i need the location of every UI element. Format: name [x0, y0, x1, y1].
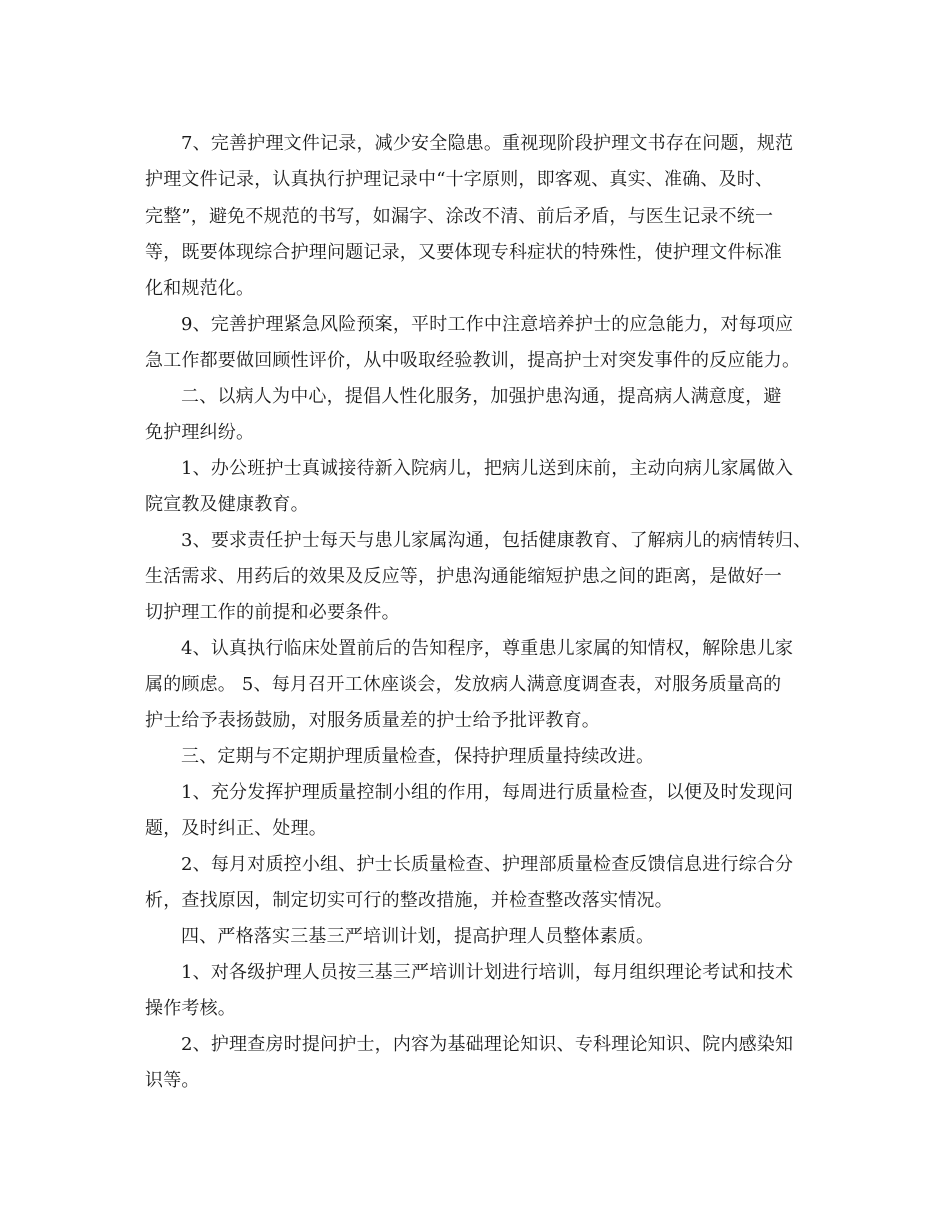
text-line: 2、每月对质控小组、护士长质量检查、护理部质量检查反馈信息进行综合分 [181, 854, 794, 875]
text-line: 9、完善护理紧急风险预案，平时工作中注意培养护士的应急能力，对每项应 [181, 314, 794, 335]
text-line: 识等。 [145, 1070, 200, 1091]
text-line: 2、护理查房时提问护士，内容为基础理论知识、专科理论知识、院内感染知 [181, 1034, 794, 1055]
text-line: 护理文件记录，认真执行护理记录中“十字原则，即客观、真实、准确、及时、 [145, 169, 774, 190]
text-line: 急工作都要做回顾性评价，从中吸取经验教训，提高护士对突发事件的反应能力。 [145, 350, 801, 371]
text-line: 1、充分发挥护理质量控制小组的作用，每周进行质量检查，以便及时发现问 [181, 782, 794, 803]
text-line: 院宣教及健康教育。 [145, 494, 309, 515]
text-line: 属的顾虑。 5、每月召开工休座谈会，发放病人满意度调查表，对服务质量高的 [145, 674, 782, 695]
text-line: 化和规范化。 [145, 278, 255, 299]
text-line: 切护理工作的前提和必要条件。 [145, 602, 400, 623]
text-line: 4、认真执行临床处置前后的告知程序，尊重患儿家属的知情权，解除患儿家 [181, 638, 794, 659]
section-heading: 二、以病人为中心，提倡人性化服务，加强护患沟通，提高病人满意度，避 [181, 386, 782, 407]
text-line: 题，及时纠正、处理。 [145, 818, 327, 839]
section-heading: 免护理纠纷。 [145, 422, 255, 443]
text-line: 操作考核。 [145, 998, 236, 1019]
text-line: 生活需求、用药后的效果及反应等，护患沟通能缩短护患之间的距离，是做好一 [145, 566, 782, 587]
section-heading: 四、严格落实三基三严培训计划，提高护理人员整体素质。 [181, 926, 655, 947]
text-line: 7、完善护理文件记录，减少安全隐患。重视现阶段护理文书存在问题，规范 [181, 133, 794, 154]
text-line: 完整”，避免不规范的书写，如漏字、涂改不清、前后矛盾，与医生记录不统一 [145, 206, 774, 227]
text-line: 等，既要体现综合护理问题记录，又要体现专科症状的特殊性，使护理文件标准 [145, 242, 782, 263]
section-heading: 三、定期与不定期护理质量检查，保持护理质量持续改进。 [181, 746, 655, 767]
text-line: 护士给予表扬鼓励，对服务质量差的护士给予批评教育。 [145, 710, 600, 731]
text-line: 1、对各级护理人员按三基三严培训计划进行培训，每月组织理论考试和技术 [181, 962, 794, 983]
text-line: 3、要求责任护士每天与患儿家属沟通，包括健康教育、了解病儿的病情转归、 [181, 530, 812, 551]
text-line: 1、办公班护士真诚接待新入院病儿，把病儿送到床前，主动向病儿家属做入 [181, 458, 794, 479]
text-line: 析，查找原因，制定切实可行的整改措施，并检查整改落实情况。 [145, 890, 673, 911]
